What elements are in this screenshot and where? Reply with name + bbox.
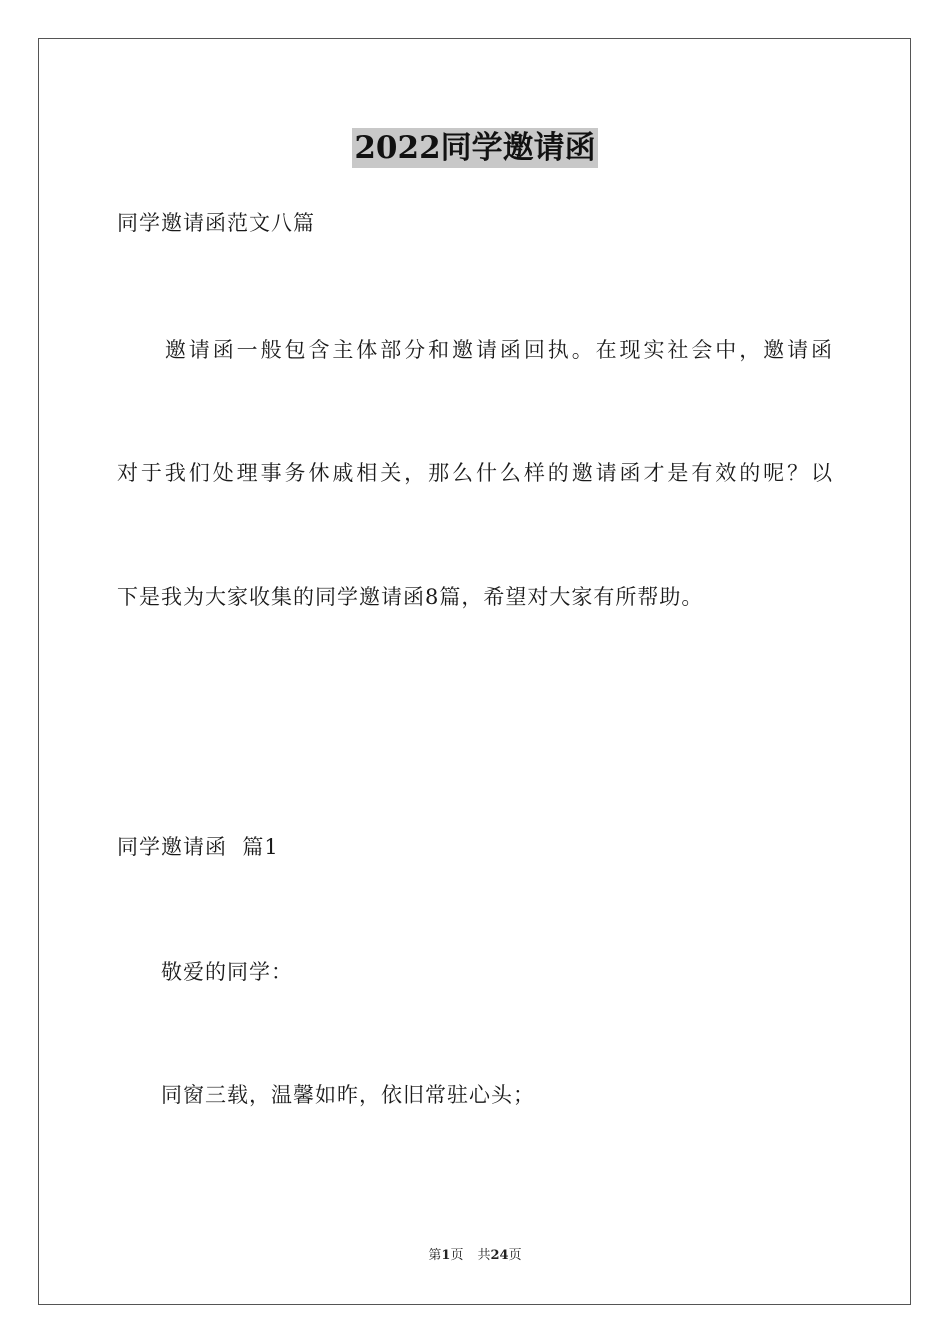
footer-total-suffix: 页 <box>508 1248 522 1263</box>
footer-total-prefix: 共 <box>477 1248 491 1263</box>
footer-page-number: 1 <box>441 1248 451 1263</box>
page-footer <box>0 1247 950 1265</box>
intro-line-1: 邀请函一般包含主体部分和邀请函回执。在现实社会中，邀请函 <box>117 338 833 362</box>
intro-line-3: 下是我为大家收集的同学邀请函8篇，希望对大家有所帮助。 <box>117 585 704 609</box>
footer-page-prefix: 第 <box>428 1248 442 1263</box>
salutation: 敬爱的同学： <box>117 960 293 984</box>
footer-total-pages: 24 <box>490 1248 509 1263</box>
document-subtitle: 同学邀请函范文八篇 <box>117 211 315 235</box>
title-container <box>0 128 950 168</box>
intro-line-2: 对于我们处理事务休戚相关，那么什么样的邀请函才是有效的呢？以 <box>117 461 833 485</box>
document-title: 2022同学邀请函 <box>354 130 596 166</box>
section-heading: 同学邀请函 篇1 <box>117 835 279 859</box>
footer-page-suffix: 页 <box>450 1248 464 1263</box>
paragraph-1: 同窗三载，温馨如昨，依旧常驻心头； <box>117 1083 535 1107</box>
